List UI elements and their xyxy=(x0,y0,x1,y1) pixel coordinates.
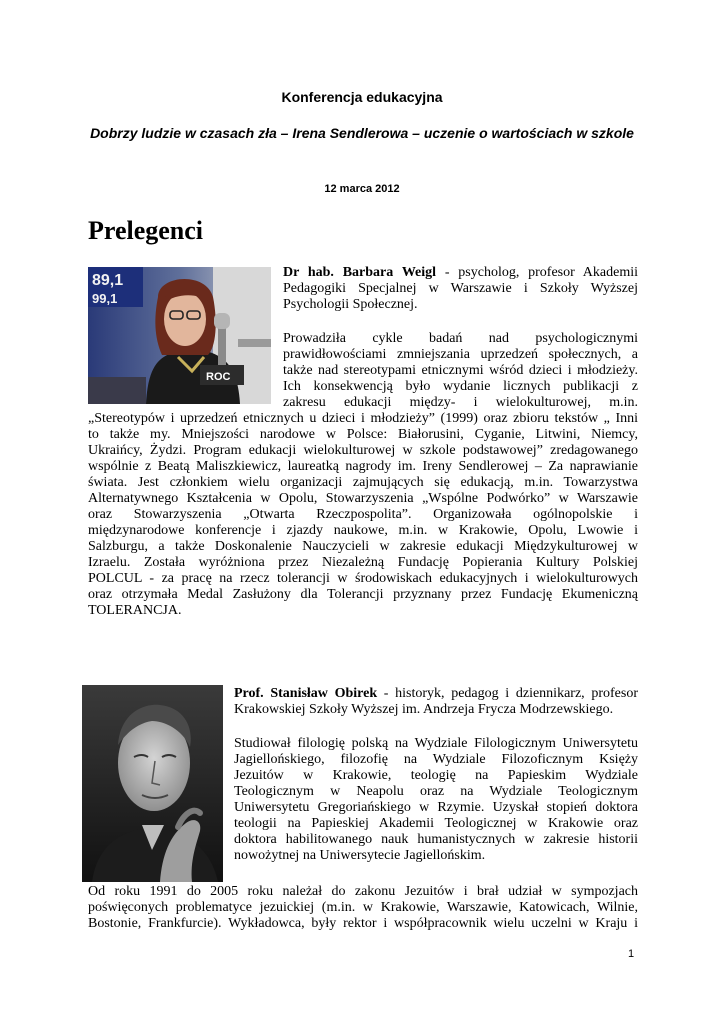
speaker1-line-9: „Stereotypów i uprzedzeń etnicznych u dzieci i młodzieży” (1999) oraz zbioru tekstów „ Inni xyxy=(88,411,638,426)
speaker1-line-5: prawidłowościami zmniejszania uprzedzeń społecznych, a xyxy=(283,347,638,362)
speaker2-line-7: Uniwersytetu Gregoriańskiego w Rzymie. Uzyskał stopień doktora xyxy=(234,800,638,815)
svg-text:99,1: 99,1 xyxy=(92,291,118,306)
conference-heading: Konferencja edukacyjna xyxy=(281,89,443,105)
speaker1-line-3: Psychologii Społecznej. xyxy=(283,297,418,312)
speaker1-line-13: świata. Jest członkiem wielu organizacji zajmujących się edukacją, m.in. Towarzystwa xyxy=(88,475,638,490)
page-number: 1 xyxy=(628,948,635,960)
speaker1-line-21: TOLERANCJA. xyxy=(88,603,182,618)
speaker1-line-7: Ich konsekwencją było wydanie licznych publikacji z xyxy=(283,379,638,394)
speaker2-line-11: Od roku 1991 do 2005 roku należał do zakonu Jezuitów i brał udział w sympozjach xyxy=(88,884,638,899)
conference-date: 12 marca 2012 xyxy=(324,183,400,195)
speaker1-line-12: wspólnie z Beatą Maliszkiewicz, laureatką nagrody im. Ireny Sendlerowej – Za naprawianie xyxy=(88,459,638,474)
portrait-man-black-white-icon xyxy=(82,685,223,882)
speaker1-line-10: to także my. Mniejszości narodowe w Polsce: Białorusini, Cyganie, Litwini, Niemcy, xyxy=(88,427,638,442)
speaker1-line-11: Ukraińcy, Żydzi. Program edukacji wielokulturowej w szkole podstawowej” zredagowanego xyxy=(88,443,638,458)
speaker1-line-20: oraz otrzymała Medal Zasłużony dla Tolerancji przyznany przez Fundację Ekumeniczną xyxy=(88,587,638,602)
speaker2-line-3: Studiował filologię polską na Wydziale Filologicznym Uniwersytetu xyxy=(234,736,638,751)
speaker1-name: Dr hab. Barbara Weigl xyxy=(283,265,437,280)
speaker1-photo xyxy=(88,267,271,404)
speaker1-line-14: Alternatywnego Kształcenia w Opolu, Stowarzyszenia „Wspólne Podwórko” w Warszawie xyxy=(88,491,638,506)
speaker1-line-8: zakresu edukacji między- i wielokulturowej, m.in. xyxy=(283,395,638,410)
speaker2-line-12: poświęconych problematyce jezuickiej (m.in. w Krakowie, Warszawie, Katowicach, Wilnie, xyxy=(88,900,638,915)
section-title: Prelegenci xyxy=(88,216,204,245)
microphone-label: ROC xyxy=(206,371,231,383)
speaker1-line-17: Salzburgu, a także Doskonalenie Nauczycieli w zakresie edukacji Międzykulturowej w xyxy=(88,539,638,554)
speaker1-line-6: także nad stereotypami etnicznymi wśród dzieci i młodzieży. xyxy=(283,363,638,378)
svg-text:89,1: 89,1 xyxy=(92,272,124,289)
speaker1-line-4: Prowadziła cykle badań nad psychologicznymi xyxy=(283,331,638,346)
speaker1-line-19: POLCUL - za pracę na rzecz tolerancji w środowiskach edukacyjnych i wielokulturowych xyxy=(88,571,638,586)
speaker2-line-8: teologii na Papieskiej Akademii Teologicznej w Krakowie oraz xyxy=(234,816,638,831)
portrait-woman-radio-studio-icon xyxy=(88,267,271,404)
speaker2-line-10: nowożytnej na Uniwersytecie Jagiellońskim. xyxy=(234,848,486,863)
speaker2-line-9: doktora habilitowanego nauk humanistycznych w zakresie historii xyxy=(234,832,638,847)
speaker2-line-13: Bostonie, Frankfurcie). Wykładowca, były rektor i współpracownik wielu uczelni w Kraju i xyxy=(88,916,638,931)
speaker2-name: Prof. Stanisław Obirek xyxy=(234,686,378,701)
speaker1-line-15: oraz Stowarzyszenia „Otwarta Rzeczpospolita”. Organizowała ogólnopolskie i xyxy=(88,507,638,522)
speaker2-line-4: Jagiellońskiego, filozofię na Wydziale Filozoficznym Księży xyxy=(234,752,638,767)
conference-subtitle: Dobrzy ludzie w czasach zła – Irena Sendlerowa – uczenie o wartościach w szkole xyxy=(90,125,634,141)
speaker1-line-1: Dr hab. Barbara Weigl - psycholog, profesor Akademii xyxy=(283,265,639,280)
speaker2-line-2: Krakowskiej Szkoły Wyższej im. Andrzeja Frycza Modrzewskiego. xyxy=(234,702,614,717)
speaker1-line-2: Pedagogiki Specjalnej w Warszawie i Szkoły Wyższej xyxy=(283,281,638,296)
speaker1-line-18: Izraelu. Została wyróżniona przez Niezależną Fundację Popierania Kultury Polskiej xyxy=(88,555,638,570)
speaker2-photo xyxy=(82,685,223,882)
speaker1-line-16: międzynarodowe konferencje i zjazdy naukowe, m.in. w Krakowie, Opolu, Lwowie i xyxy=(88,523,638,538)
speaker2-line-1: Prof. Stanisław Obirek - historyk, pedagog i dziennikarz, profesor xyxy=(234,686,638,701)
speaker2-line-5: Jezuitów w Krakowie, teologię na Papieskim Wydziale xyxy=(234,768,638,783)
speaker2-line-6: Teologicznym w Neapolu oraz na Wydziale Teologicznym xyxy=(234,784,638,799)
